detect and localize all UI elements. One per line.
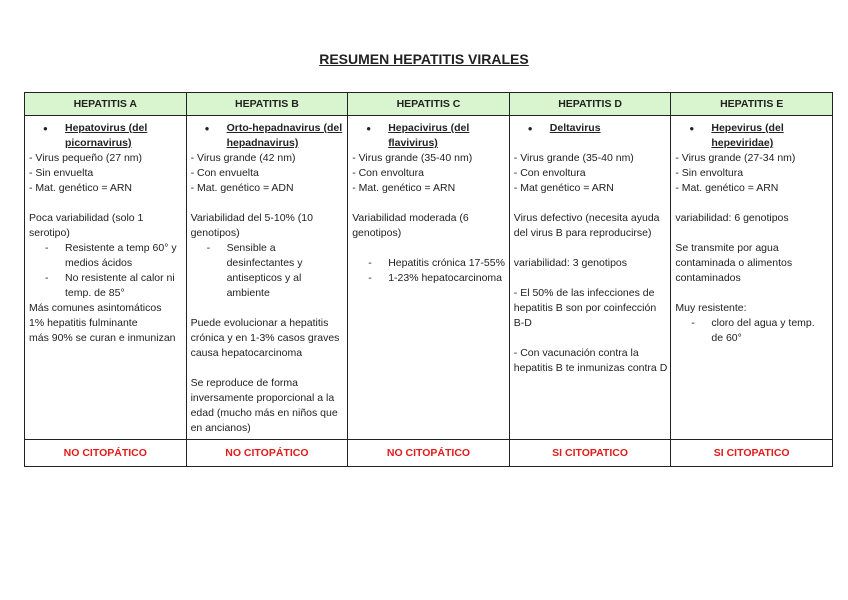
- info-line: Puede evolucionar a hepatitis crónica y en 1-3% casos graves causa hepatocarcinoma: [190, 317, 340, 359]
- info-line: Variabilidad del 5-10% (10 genotipos): [190, 212, 313, 239]
- status-label: NO CITOPÁTICO: [186, 440, 348, 467]
- status-label: NO CITOPÁTICO: [25, 440, 187, 467]
- sub-bullet-text: No resistente al calor ni temp. de 85°: [65, 272, 175, 299]
- info-line: - Con envoltura: [352, 167, 424, 179]
- sub-bullet-item: [45, 241, 183, 271]
- dash-icon: -: [368, 272, 372, 284]
- bullet-icon: ●: [366, 124, 372, 133]
- sub-bullet-item: [207, 241, 345, 301]
- genus-name: Deltavirus: [549, 122, 601, 134]
- sub-bullet-item: [368, 256, 506, 271]
- column-header: HEPATITIS D: [509, 93, 671, 116]
- bullet-icon: ●: [689, 124, 695, 133]
- spacer: [514, 241, 668, 256]
- info-line: - El 50% de las infecciones de hepatitis B son por coinfección B-D: [513, 287, 657, 329]
- info-line: Más comunes asintomáticos: [29, 302, 162, 314]
- sub-bullet-item: [691, 316, 829, 346]
- column-header: HEPATITIS B: [186, 93, 348, 116]
- column-header: HEPATITIS A: [25, 93, 187, 116]
- info-line: - Sin envuelta: [29, 167, 94, 179]
- spacer: [675, 226, 829, 241]
- spacer: [352, 196, 506, 211]
- page-title: RESUMEN HEPATITIS VIRALES: [319, 51, 529, 67]
- dash-icon: -: [206, 242, 211, 254]
- info-line: - Con envoltura: [513, 167, 586, 179]
- info-line: - Virus grande (35-40 nm): [513, 152, 634, 164]
- info-line: - Virus grande (27-34 nm): [675, 152, 796, 164]
- spacer: [191, 361, 345, 376]
- hepatitis-summary-table: [24, 92, 833, 467]
- info-line: Se transmite por agua contaminada o alimentos contaminados: [675, 242, 793, 284]
- dash-icon: -: [691, 317, 695, 329]
- virus-genus: [528, 121, 668, 136]
- status-label: SI CITOPATICO: [509, 440, 671, 467]
- info-line: - Mat genético = ARN: [513, 182, 614, 194]
- genus-name: Hepacivirus (del flavivirus): [388, 122, 470, 149]
- dash-icon: -: [45, 242, 49, 254]
- status-label: NO CITOPÁTICO: [348, 440, 510, 467]
- info-line: Poca variabilidad (solo 1 serotipo): [29, 212, 144, 239]
- hepatitis-a-cell: [25, 116, 187, 440]
- info-line: - Virus grande (35-40 nm): [352, 152, 473, 164]
- info-line: - Con vacunación contra la hepatitis B te inmunizas contra D: [513, 347, 668, 374]
- sub-bullet-item: [45, 271, 183, 301]
- spacer: [514, 136, 668, 151]
- sub-bullet-text: Hepatitis crónica 17-55%: [388, 257, 505, 269]
- spacer: [514, 196, 668, 211]
- content-row: [25, 116, 833, 440]
- info-line: - Sin envoltura: [675, 167, 744, 179]
- hepatitis-b-cell: [186, 116, 348, 440]
- info-line: - Virus pequeño (27 nm): [29, 152, 143, 164]
- hepatitis-e-cell: [671, 116, 833, 440]
- spacer: [675, 286, 829, 301]
- dash-icon: -: [45, 272, 49, 284]
- info-line: más 90% se curan e inmunizan: [29, 332, 176, 344]
- virus-genus: [689, 121, 829, 151]
- sub-bullet-text: Sensible a desinfectantes y antisepticos y al ambiente: [226, 242, 303, 299]
- bullet-icon: ●: [527, 124, 533, 133]
- spacer: [352, 241, 506, 256]
- spacer: [514, 331, 668, 346]
- status-label: SI CITOPATICO: [671, 440, 833, 467]
- sub-bullet-text: Resistente a temp 60° y medios ácidos: [65, 242, 177, 269]
- info-line: 1% hepatitis fulminante: [29, 317, 138, 329]
- dash-icon: -: [368, 257, 372, 269]
- info-line: variabilidad: 6 genotipos: [675, 212, 789, 224]
- bullet-icon: ●: [43, 124, 48, 133]
- virus-genus: [366, 121, 506, 151]
- info-line: - Mat. genético = ADN: [190, 182, 294, 194]
- info-line: Variabilidad moderada (6 genotipos): [352, 212, 469, 239]
- info-line: variabilidad: 3 genotipos: [513, 257, 628, 269]
- info-line: - Mat. genético = ARN: [675, 182, 779, 194]
- sub-bullet-text: 1-23% hepatocarcinoma: [388, 272, 503, 284]
- info-line: - Virus grande (42 nm): [190, 152, 296, 164]
- genus-name: Hepatovirus (del picornavirus): [65, 122, 148, 149]
- info-line: Muy resistente:: [675, 302, 747, 314]
- bullet-icon: ●: [204, 124, 210, 133]
- spacer: [191, 196, 345, 211]
- info-line: - Con envuelta: [190, 167, 259, 179]
- genus-name: Orto-hepadnavirus (del hepadnavirus): [226, 122, 343, 149]
- spacer: [29, 196, 183, 211]
- virus-genus: [43, 121, 183, 151]
- column-header: HEPATITIS C: [348, 93, 510, 116]
- column-header: HEPATITIS E: [671, 93, 833, 116]
- sub-bullet-item: [368, 271, 506, 286]
- info-line: - Mat. genético = ARN: [29, 182, 133, 194]
- genus-name: Hepevirus (del hepeviridae): [711, 122, 784, 149]
- info-line: - Mat. genético = ARN: [352, 182, 456, 194]
- virus-genus: [205, 121, 345, 151]
- spacer: [191, 301, 345, 316]
- sub-bullet-text: cloro del agua y temp. de 60°: [711, 317, 815, 344]
- hepatitis-d-cell: [509, 116, 671, 440]
- status-row: [25, 440, 833, 467]
- spacer: [675, 196, 829, 211]
- info-line: Se reproduce de forma inversamente proporcional a la edad (mucho más en niños que en ancianos): [190, 377, 338, 434]
- header-row: [25, 93, 833, 116]
- hepatitis-c-cell: [348, 116, 510, 440]
- spacer: [514, 271, 668, 286]
- info-line: Virus defectivo (necesita ayuda del virus B para reproducirse): [513, 212, 660, 239]
